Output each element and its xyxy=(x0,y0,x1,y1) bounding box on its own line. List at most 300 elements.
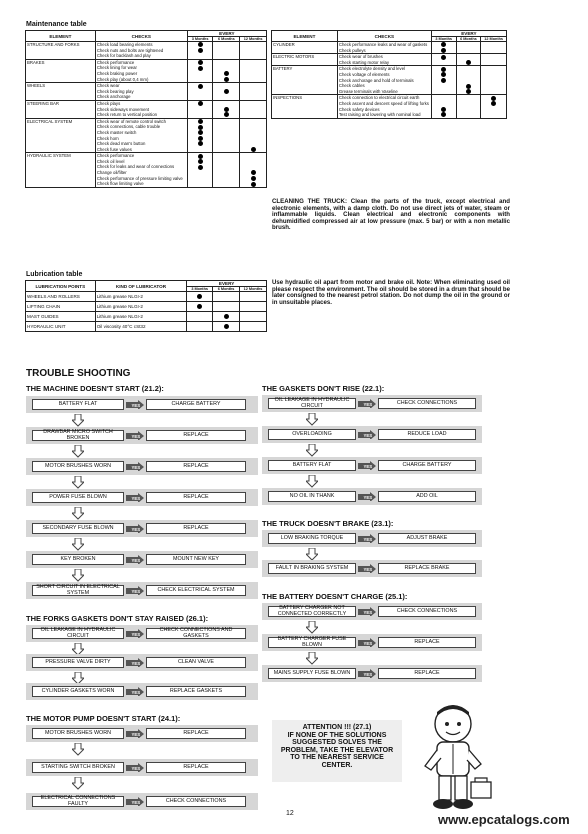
interval-slot xyxy=(458,60,480,66)
interval-dot xyxy=(197,294,202,299)
header-kind-of-lubricator: KIND OF LUBRICATOR xyxy=(95,281,187,292)
lubrication-point: LIFTING CHAIN xyxy=(26,302,96,312)
interval-cell-d6 xyxy=(456,95,481,118)
header-every: EVERY xyxy=(431,31,506,37)
interval-slot xyxy=(189,53,212,59)
forks-cause-box: PRESSURE VALVE DIRTY xyxy=(32,657,124,668)
interval-dot xyxy=(441,72,446,77)
brake-cause-box: LOW BRAKING TORQUE xyxy=(268,533,356,544)
check-item: Check electrolyte density and level xyxy=(338,66,406,72)
interval-slot xyxy=(214,94,238,100)
gaskets-section-title: THE GASKETS DON'T RISE (22.1): xyxy=(262,384,385,393)
interval-slot xyxy=(214,147,238,153)
element-name: INSPECTIONS xyxy=(273,95,303,101)
checks-cell xyxy=(95,59,187,82)
gaskets-cause-box: OVERLOADING xyxy=(268,429,356,440)
maintenance-table-title: Maintenance table xyxy=(26,21,87,28)
check-item: Check master switch xyxy=(96,129,137,135)
forks-fix-box: REPLACE GASKETS xyxy=(146,686,246,697)
forks-cause-box: OIL LEAKAGE IN HYDRAULIC CIRCUIT xyxy=(32,628,124,639)
lubrication-table-title: Lubrication table xyxy=(26,271,83,278)
yes-arrow-icon xyxy=(126,493,144,502)
pump-fix-box: REPLACE xyxy=(146,762,246,773)
element-name: CYLINDER xyxy=(273,42,295,47)
checks-cell xyxy=(337,54,431,66)
battery-section-title: THE BATTERY DOESN'T CHARGE (25.1): xyxy=(262,592,408,601)
interval-cell-d3 xyxy=(187,42,213,60)
check-item: Check load bearing elements xyxy=(96,42,153,47)
lubrication-point: WHEELS AND ROLLERS xyxy=(26,292,96,302)
gaskets-fix-box: CHECK CONNECTIONS xyxy=(378,398,476,409)
interval-slot xyxy=(458,89,480,95)
troubleshooting-title: TROUBLE SHOOTING xyxy=(26,368,131,379)
element-name: WHEELS xyxy=(27,83,46,89)
interval-dot xyxy=(198,48,203,53)
interval-dot xyxy=(198,154,203,159)
lubricator-kind: Lithium grease NLGI-2 xyxy=(95,302,187,312)
element-name: HYDRAULIC SYSTEM xyxy=(27,153,71,159)
battery-cause-box: BATTERY CHARGER NOT CONNECTED CORRECTLY xyxy=(268,606,356,617)
battery-fix-box: REPLACE xyxy=(378,637,476,648)
check-item: Check sideways movement xyxy=(96,106,150,112)
interval-cell-d12 xyxy=(240,42,267,60)
watermark-url: www.epcatalogs.com xyxy=(438,812,570,827)
battery-fix-box: CHECK CONNECTIONS xyxy=(378,606,476,617)
yes-arrow-icon xyxy=(358,607,376,616)
lubrication-table xyxy=(25,280,267,332)
interval-cell-d6 xyxy=(213,59,240,82)
element-cell xyxy=(272,66,338,95)
interval-cell-d3 xyxy=(187,59,213,82)
maintenance-table xyxy=(25,30,267,188)
maintenance-row xyxy=(26,100,267,118)
maintenance-table-left xyxy=(25,30,267,188)
interval-dot xyxy=(466,84,471,89)
check-item: Check voltage of elements xyxy=(338,71,390,77)
interval-slot xyxy=(433,60,455,66)
header-m6: 6 Months xyxy=(213,37,240,42)
element-cell xyxy=(26,153,96,188)
yes-arrow-icon xyxy=(358,564,376,573)
maintenance-row xyxy=(26,153,267,188)
interval-dot xyxy=(198,101,203,106)
interval-slot xyxy=(433,89,455,95)
battery-fix-box: REPLACE xyxy=(378,668,476,679)
interval-dot xyxy=(441,78,446,83)
lubrication-grid xyxy=(25,280,267,332)
interval-dot xyxy=(224,89,229,94)
interval-dot xyxy=(197,304,202,309)
pump-cause-box: STARTING SWITCH BROKEN xyxy=(32,762,124,773)
no-arrow-icon xyxy=(72,569,84,583)
interval-slot xyxy=(433,112,455,118)
header-every: EVERY xyxy=(187,31,266,37)
gaskets-cause-box: BATTERY FLAT xyxy=(268,460,356,471)
no-arrow-icon xyxy=(306,413,318,427)
no-arrow-icon xyxy=(72,777,84,791)
lubrication-interval-cell xyxy=(240,312,267,322)
interval-dot xyxy=(198,42,203,47)
machine-fix-box: MOUNT NEW KEY xyxy=(146,554,246,565)
svg-text:YES: YES xyxy=(131,631,141,637)
machine-fix-box: CHARGE BATTERY xyxy=(146,399,246,410)
header-checks: CHECKS xyxy=(95,31,187,42)
lubrication-interval-cell xyxy=(240,302,267,312)
interval-dot xyxy=(198,165,203,170)
svg-text:YES: YES xyxy=(131,588,141,594)
lubricator-kind: Lithium grease NLGI-2 xyxy=(95,312,187,322)
interval-cell-d6 xyxy=(456,66,481,95)
header-m3: 3 Months xyxy=(431,37,456,42)
yes-arrow-icon xyxy=(126,462,144,471)
interval-cell-d6 xyxy=(456,42,481,54)
checks-cell xyxy=(95,118,187,153)
machine-fix-box: REPLACE xyxy=(146,430,246,441)
yes-arrow-icon xyxy=(126,687,144,696)
interval-dot xyxy=(466,60,471,65)
interval-cell-d6 xyxy=(213,42,240,60)
svg-text:YES: YES xyxy=(363,640,373,646)
svg-text:YES: YES xyxy=(131,660,141,666)
check-item: Check braking power xyxy=(96,70,138,76)
check-item: Check oil level xyxy=(96,158,125,164)
machine-cause-box: POWER FUSE BLOWN xyxy=(32,492,124,503)
interval-dot xyxy=(224,112,229,117)
lubrication-interval-cell xyxy=(213,302,240,312)
check-item: Check connection to electrical circuit earth xyxy=(338,95,420,101)
forks-cause-box: CYLINDER GASKETS WORN xyxy=(32,686,124,697)
check-item: Check performance of pressure limiting valve xyxy=(96,175,183,181)
no-arrow-icon xyxy=(306,652,318,666)
yes-arrow-icon xyxy=(358,669,376,678)
yes-arrow-icon xyxy=(358,399,376,408)
checks-cell xyxy=(337,66,431,95)
check-item: Check safety devices xyxy=(338,106,380,112)
gaskets-cause-box: NO OIL IN THANK xyxy=(268,491,356,502)
interval-slot xyxy=(214,77,238,83)
element-name: STRUCTURE AND FORKS xyxy=(27,42,80,47)
check-item: Check play (about 0,4 mm) xyxy=(96,76,149,82)
lubrication-interval-cell xyxy=(187,292,213,302)
header-checks: CHECKS xyxy=(337,31,431,42)
interval-dot xyxy=(198,84,203,89)
yes-arrow-icon xyxy=(358,461,376,470)
svg-text:YES: YES xyxy=(131,557,141,563)
maintenance-row xyxy=(272,42,507,54)
cleaning-paragraph: CLEANING THE TRUCK: Clean the parts of the truck, except electrical and electronic elements, with a damp cloth. Do not use direct jets of water, steam or inflammable liquids. Clean electrical and electronic components with dehumidified compressed air at low pressure (max. 5 bar) or with a non metallic brush. xyxy=(272,198,510,232)
gaskets-fix-box: REDUCE LOAD xyxy=(378,429,476,440)
yes-arrow-icon xyxy=(358,534,376,543)
yes-arrow-icon xyxy=(126,555,144,564)
check-item: Check for backlash and play xyxy=(96,53,151,59)
brake-cause-box: FAULT IN BRAKING SYSTEM xyxy=(268,563,356,574)
attention-heading: ATTENTION !!! (27.1) xyxy=(302,724,372,731)
svg-text:YES: YES xyxy=(131,689,141,695)
yes-arrow-icon xyxy=(358,492,376,501)
check-item: Check performance xyxy=(96,153,135,159)
interval-dot xyxy=(198,130,203,135)
machine-fix-box: REPLACE xyxy=(146,461,246,472)
maintenance-table xyxy=(271,30,507,119)
yes-arrow-icon xyxy=(358,638,376,647)
interval-cell-d3 xyxy=(431,95,456,118)
maintenance-row xyxy=(26,42,267,60)
interval-cell-d12 xyxy=(240,83,267,101)
svg-text:YES: YES xyxy=(131,731,141,737)
brake-fix-box: REPLACE BRAKE xyxy=(378,563,476,574)
checks-cell xyxy=(95,83,187,101)
interval-slot xyxy=(241,94,265,100)
maintenance-row xyxy=(26,83,267,101)
yes-arrow-icon xyxy=(126,729,144,738)
svg-text:YES: YES xyxy=(363,536,373,542)
check-item: Check for leaks and wear of connections xyxy=(96,164,175,170)
machine-fix-box: REPLACE xyxy=(146,523,246,534)
forks-fix-box: CHECK CONNECTIONS AND GASKETS xyxy=(146,628,246,639)
header-element: ELEMENT xyxy=(272,31,338,42)
interval-slot xyxy=(433,48,455,54)
machine-cause-box: SECONDARY FUSE BLOWN xyxy=(32,523,124,534)
element-name: ELECTRICAL SYSTEM xyxy=(27,118,73,124)
lubrication-row xyxy=(26,322,267,332)
lubrication-interval-cell xyxy=(213,312,240,322)
yes-arrow-icon xyxy=(126,763,144,772)
pump-cause-box: MOTOR BRUSHES WORN xyxy=(32,728,124,739)
interval-slot xyxy=(189,147,212,153)
checks-cell xyxy=(95,100,187,118)
pump-fix-box: REPLACE xyxy=(146,728,246,739)
maintenance-row xyxy=(272,66,507,95)
pump-section-title: THE MOTOR PUMP DOESN'T START (24.1): xyxy=(26,714,181,723)
forks-fix-box: CLEAN VALVE xyxy=(146,657,246,668)
interval-cell-d3 xyxy=(431,54,456,66)
lubrication-interval-cell xyxy=(187,322,213,332)
interval-slot xyxy=(482,60,505,66)
no-arrow-icon xyxy=(72,507,84,521)
element-name: ELECTRIC MOTORS xyxy=(273,54,315,60)
element-cell xyxy=(272,95,338,118)
svg-text:YES: YES xyxy=(131,464,141,470)
interval-dot xyxy=(224,71,229,76)
interval-dot xyxy=(224,314,229,319)
yes-arrow-icon xyxy=(126,586,144,595)
element-cell xyxy=(272,42,338,54)
yes-arrow-icon xyxy=(358,430,376,439)
lubrication-row xyxy=(26,312,267,322)
no-arrow-icon xyxy=(72,414,84,428)
check-item: Check wear of brushes xyxy=(338,54,383,60)
svg-text:YES: YES xyxy=(131,433,141,439)
interval-slot xyxy=(189,112,212,118)
check-item: Check cables xyxy=(338,83,365,89)
svg-text:YES: YES xyxy=(131,526,141,532)
element-cell xyxy=(26,42,96,60)
interval-dot xyxy=(441,55,446,60)
interval-dot xyxy=(198,141,203,146)
interval-dot xyxy=(198,125,203,130)
checks-cell xyxy=(95,153,187,188)
check-item: Check starting motor relay xyxy=(338,59,390,65)
lubrication-interval-cell xyxy=(213,322,240,332)
machine-cause-box: KEY BROKEN xyxy=(32,554,124,565)
forks-section-title: THE FORKS GASKETS DON'T STAY RAISED (26.1): xyxy=(26,614,209,623)
no-arrow-icon xyxy=(72,538,84,552)
element-name: STEERING BAR xyxy=(27,100,59,106)
page-number: 12 xyxy=(286,810,294,817)
check-item: Check anchorage and hold of terminals xyxy=(338,77,414,83)
interval-slot xyxy=(241,53,265,59)
interval-cell-d3 xyxy=(431,42,456,54)
interval-slot xyxy=(241,112,265,118)
element-cell xyxy=(26,59,96,82)
interval-dot xyxy=(251,170,256,175)
interval-cell-d12 xyxy=(481,54,507,66)
interval-slot xyxy=(189,94,212,100)
interval-cell-d3 xyxy=(187,118,213,153)
header-m3: 3 Months xyxy=(187,37,213,42)
interval-dot xyxy=(224,324,229,329)
brake-fix-box: ADJUST BRAKE xyxy=(378,533,476,544)
element-cell xyxy=(26,100,96,118)
no-arrow-icon xyxy=(306,621,318,635)
interval-cell-d6 xyxy=(213,118,240,153)
interval-dot xyxy=(466,89,471,94)
interval-dot xyxy=(491,101,496,106)
interval-cell-d3 xyxy=(187,153,213,188)
attention-box xyxy=(272,720,402,782)
header-lubrication-points: LUBRICATION POINTS xyxy=(26,281,96,292)
interval-dot xyxy=(441,67,446,72)
svg-text:YES: YES xyxy=(363,566,373,572)
lubricator-kind: Oil viscosity 40°C cSt32 xyxy=(95,322,187,332)
interval-cell-d6 xyxy=(456,54,481,66)
check-item: Check ascent and descent speed of lifting forks xyxy=(338,100,429,106)
interval-slot xyxy=(458,48,480,54)
no-arrow-icon xyxy=(72,445,84,459)
checks-cell xyxy=(337,42,431,54)
pump-fix-box: CHECK CONNECTIONS xyxy=(146,796,246,807)
element-name: BRAKES xyxy=(27,59,45,65)
header-element: ELEMENT xyxy=(26,31,96,42)
interval-cell-d6 xyxy=(213,100,240,118)
interval-slot xyxy=(241,77,265,83)
check-item: Check horn xyxy=(96,135,119,141)
interval-dot xyxy=(491,96,496,101)
interval-dot xyxy=(441,112,446,117)
element-cell xyxy=(26,83,96,101)
check-item: Check performance xyxy=(96,59,135,65)
maintenance-table-right xyxy=(271,30,507,119)
interval-slot xyxy=(241,181,265,187)
interval-slot xyxy=(482,112,505,118)
interval-cell-d12 xyxy=(481,42,507,54)
lubrication-point: MAST GUIDES xyxy=(26,312,96,322)
check-item: Check lining for wear xyxy=(96,65,137,71)
svg-text:YES: YES xyxy=(131,799,141,805)
maintenance-row xyxy=(272,95,507,118)
interval-slot xyxy=(214,112,238,118)
interval-dot xyxy=(441,48,446,53)
battery-cause-box: MAINS SUPPLY FUSE BLOWN xyxy=(268,668,356,679)
interval-dot xyxy=(441,42,446,47)
machine-section-title: THE MACHINE DOESN'T START (21.2): xyxy=(26,384,164,393)
machine-cause-box: SHORT CIRCUIT IN ELECTRICAL SYSTEM xyxy=(32,585,124,596)
interval-cell-d12 xyxy=(240,153,267,188)
lubrication-interval-cell xyxy=(240,322,267,332)
interval-cell-d3 xyxy=(431,66,456,95)
brake-section-title: THE TRUCK DOESN'T BRAKE (23.1): xyxy=(262,519,394,528)
no-arrow-icon xyxy=(306,475,318,489)
element-name: BATTERY xyxy=(273,66,293,72)
gaskets-fix-box: ADD OIL xyxy=(378,491,476,502)
yes-arrow-icon xyxy=(126,797,144,806)
oil-paragraph: Use hydraulic oil apart from motor and brake oil. Note: When eliminating used oil please respect the environment. The oil should be stored in a drum that should be later consigned to the nearest petrol station. Do not dump the oil in the ground or in unsuitable places. xyxy=(272,279,510,306)
no-arrow-icon xyxy=(306,444,318,458)
svg-text:YES: YES xyxy=(363,401,373,407)
check-item: Check bearing play xyxy=(96,88,134,94)
battery-cause-box: BATTERY CHARGER FUSE BLOWN xyxy=(268,637,356,648)
lubrication-row xyxy=(26,302,267,312)
interval-cell-d3 xyxy=(187,83,213,101)
svg-text:YES: YES xyxy=(363,494,373,500)
svg-text:YES: YES xyxy=(363,463,373,469)
lubrication-interval-cell xyxy=(213,292,240,302)
svg-text:YES: YES xyxy=(131,765,141,771)
check-item: Check anchorage xyxy=(96,94,131,100)
no-arrow-icon xyxy=(72,476,84,490)
svg-text:YES: YES xyxy=(363,609,373,615)
header-m12: 12 Months xyxy=(481,37,507,42)
check-item: Check wear of remote control switch xyxy=(96,118,167,124)
yes-arrow-icon xyxy=(126,658,144,667)
lubrication-row xyxy=(26,292,267,302)
check-item: Check flow limiting valve xyxy=(96,181,144,187)
interval-cell-d12 xyxy=(240,118,267,153)
header-m6: 6 Months xyxy=(213,287,240,292)
interval-dot xyxy=(251,147,256,152)
yes-arrow-icon xyxy=(126,629,144,638)
no-arrow-icon xyxy=(72,743,84,757)
header-m3: 3 Months xyxy=(187,287,213,292)
interval-slot xyxy=(482,89,505,95)
interval-slot xyxy=(214,181,238,187)
gaskets-cause-box: OIL LEAKAGE IN HYDRAULIC CIRCUIT xyxy=(268,398,356,409)
attention-message: IF NONE OF THE SOLUTIONS SUGGESTED SOLVES THE PROBLEM, TAKE THE ELEVATOR TO THE NEAREST SERVICE CENTER. xyxy=(280,731,394,769)
pump-cause-box: ELECTRICAL CONNECTIONS FAULTY xyxy=(32,796,124,807)
header-m12: 12 Months xyxy=(240,37,267,42)
lubrication-interval-cell xyxy=(187,312,213,322)
machine-fix-box: REPLACE xyxy=(146,492,246,503)
interval-cell-d3 xyxy=(187,100,213,118)
lubricator-kind: Lithium grease NLGI-2 xyxy=(95,292,187,302)
check-item: Check nuts and bolts are tightened xyxy=(96,47,164,53)
interval-slot xyxy=(189,77,212,83)
interval-slot xyxy=(482,48,505,54)
maintenance-row xyxy=(26,118,267,153)
machine-cause-box: MOTOR BRUSHES WORN xyxy=(32,461,124,472)
header-every: EVERY xyxy=(187,281,267,287)
interval-cell-d12 xyxy=(481,95,507,118)
maintenance-row xyxy=(272,54,507,66)
checks-cell xyxy=(95,42,187,60)
check-item: Check wear xyxy=(96,83,120,89)
interval-cell-d12 xyxy=(240,59,267,82)
check-item: Test raising and lowering with nominal load xyxy=(338,112,421,118)
svg-text:YES: YES xyxy=(363,432,373,438)
check-item: Change oil/filter xyxy=(96,170,127,176)
gaskets-fix-box: CHARGE BATTERY xyxy=(378,460,476,471)
svg-text:YES: YES xyxy=(131,495,141,501)
